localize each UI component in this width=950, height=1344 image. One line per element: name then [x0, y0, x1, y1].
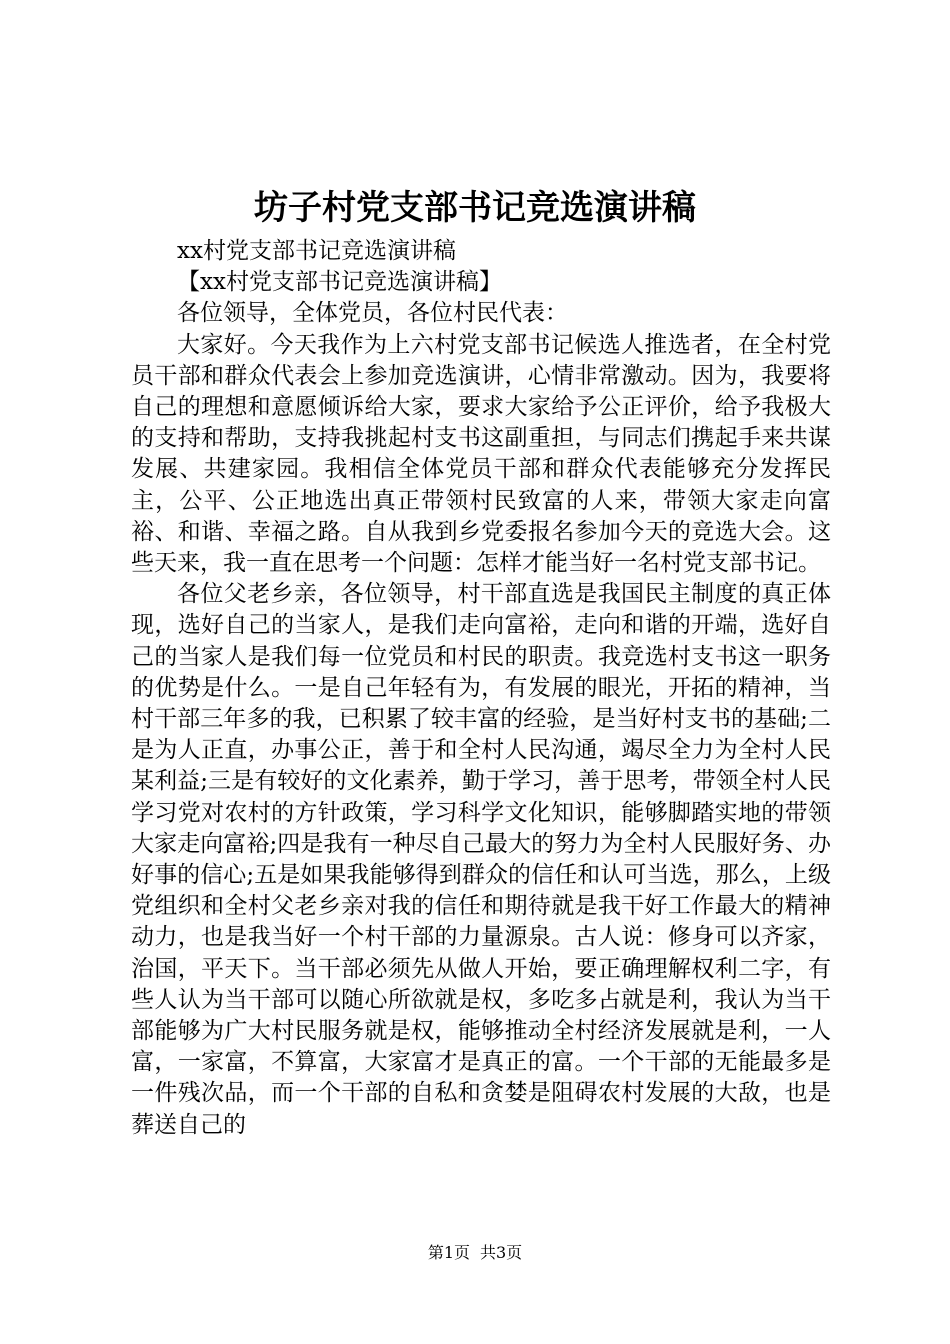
- paragraph-bracket-heading: 【xx村党支部书记竞选演讲稿】: [177, 269, 502, 296]
- page-footer: [0, 1243, 950, 1263]
- paragraph-salutation: 各位领导，全体党员，各位村民代表：: [177, 300, 568, 327]
- page-number: 第1页: [427, 1243, 470, 1262]
- document-title: 坊子村党支部书记竞选演讲稿: [254, 188, 696, 228]
- page-count: 共3页: [480, 1243, 523, 1262]
- paragraph-heading: xx村党支部书记竞选演讲稿: [177, 238, 456, 264]
- paragraph-advantages: 各位父老乡亲，各位领导，村干部直选是我国民主制度的真正体现，选好自己的当家人，是我们走向富裕，走向和谐的开端，选好自己的当家人是我们每一位党员和村民的职责。我竞选村支书这一职务的优势是什么。一是自己年轻有为，有发展的眼光，开拓的精神，当村干部三年多的我，已积累了较丰富的经验，是当好村支书的基础;二是为人正直，办事公正，善于和全村人民沟通，竭尽全力为全村人民某利益;三是有较好的文化素养，勤于学习，善于思考，带领全村人民学习党对农村的方针政策，学习科学文化知识，能够脚踏实地的带领大家走向富裕;四是我有一种尽自己最大的努力为全村人民服好务、办好事的信心;五是如果我能够得到群众的信任和认可当选，那么，上级党组织和全村父老乡亲对我的信任和期待就是我干好工作最大的精神动力，也是我当好一个村干部的力量源泉。古人说：修身可以齐家，治国，平天下。当干部必须先从做人开始，要正确理解权利二字，有些人认为当干部可以随心所欲就是权，多吃多占就是利，我认为当干部能够为广大村民服务就是权，能够推动全村经济发展就是利，一人富，一家富，不算富，大家富才是真正的富。一个干部的无能最多是一件残次品，而一个干部的自私和贪婪是阻碍农村发展的大敌，也是葬送自己的: [131, 581, 831, 1138]
- document-body: [131, 236, 831, 1141]
- paragraph-introduction: 大家好。今天我作为上六村党支部书记候选人推选者，在全村党员干部和群众代表会上参加竞选演讲，心情非常激动。因为，我要将自己的理想和意愿倾诉给大家，要求大家给予公正评价，给予我极大的支持和帮助，支持我挑起村支书这副重担，与同志们携起手来共谋发展、共建家园。我相信全体党员干部和群众代表能够充分发挥民主，公平、公正地选出真正带领村民致富的人来，带领大家走向富裕、和谐、幸福之路。自从我到乡党委报名参加今天的竞选大会。这些天来，我一直在思考一个问题：怎样才能当好一名村党支部书记。: [131, 331, 831, 577]
